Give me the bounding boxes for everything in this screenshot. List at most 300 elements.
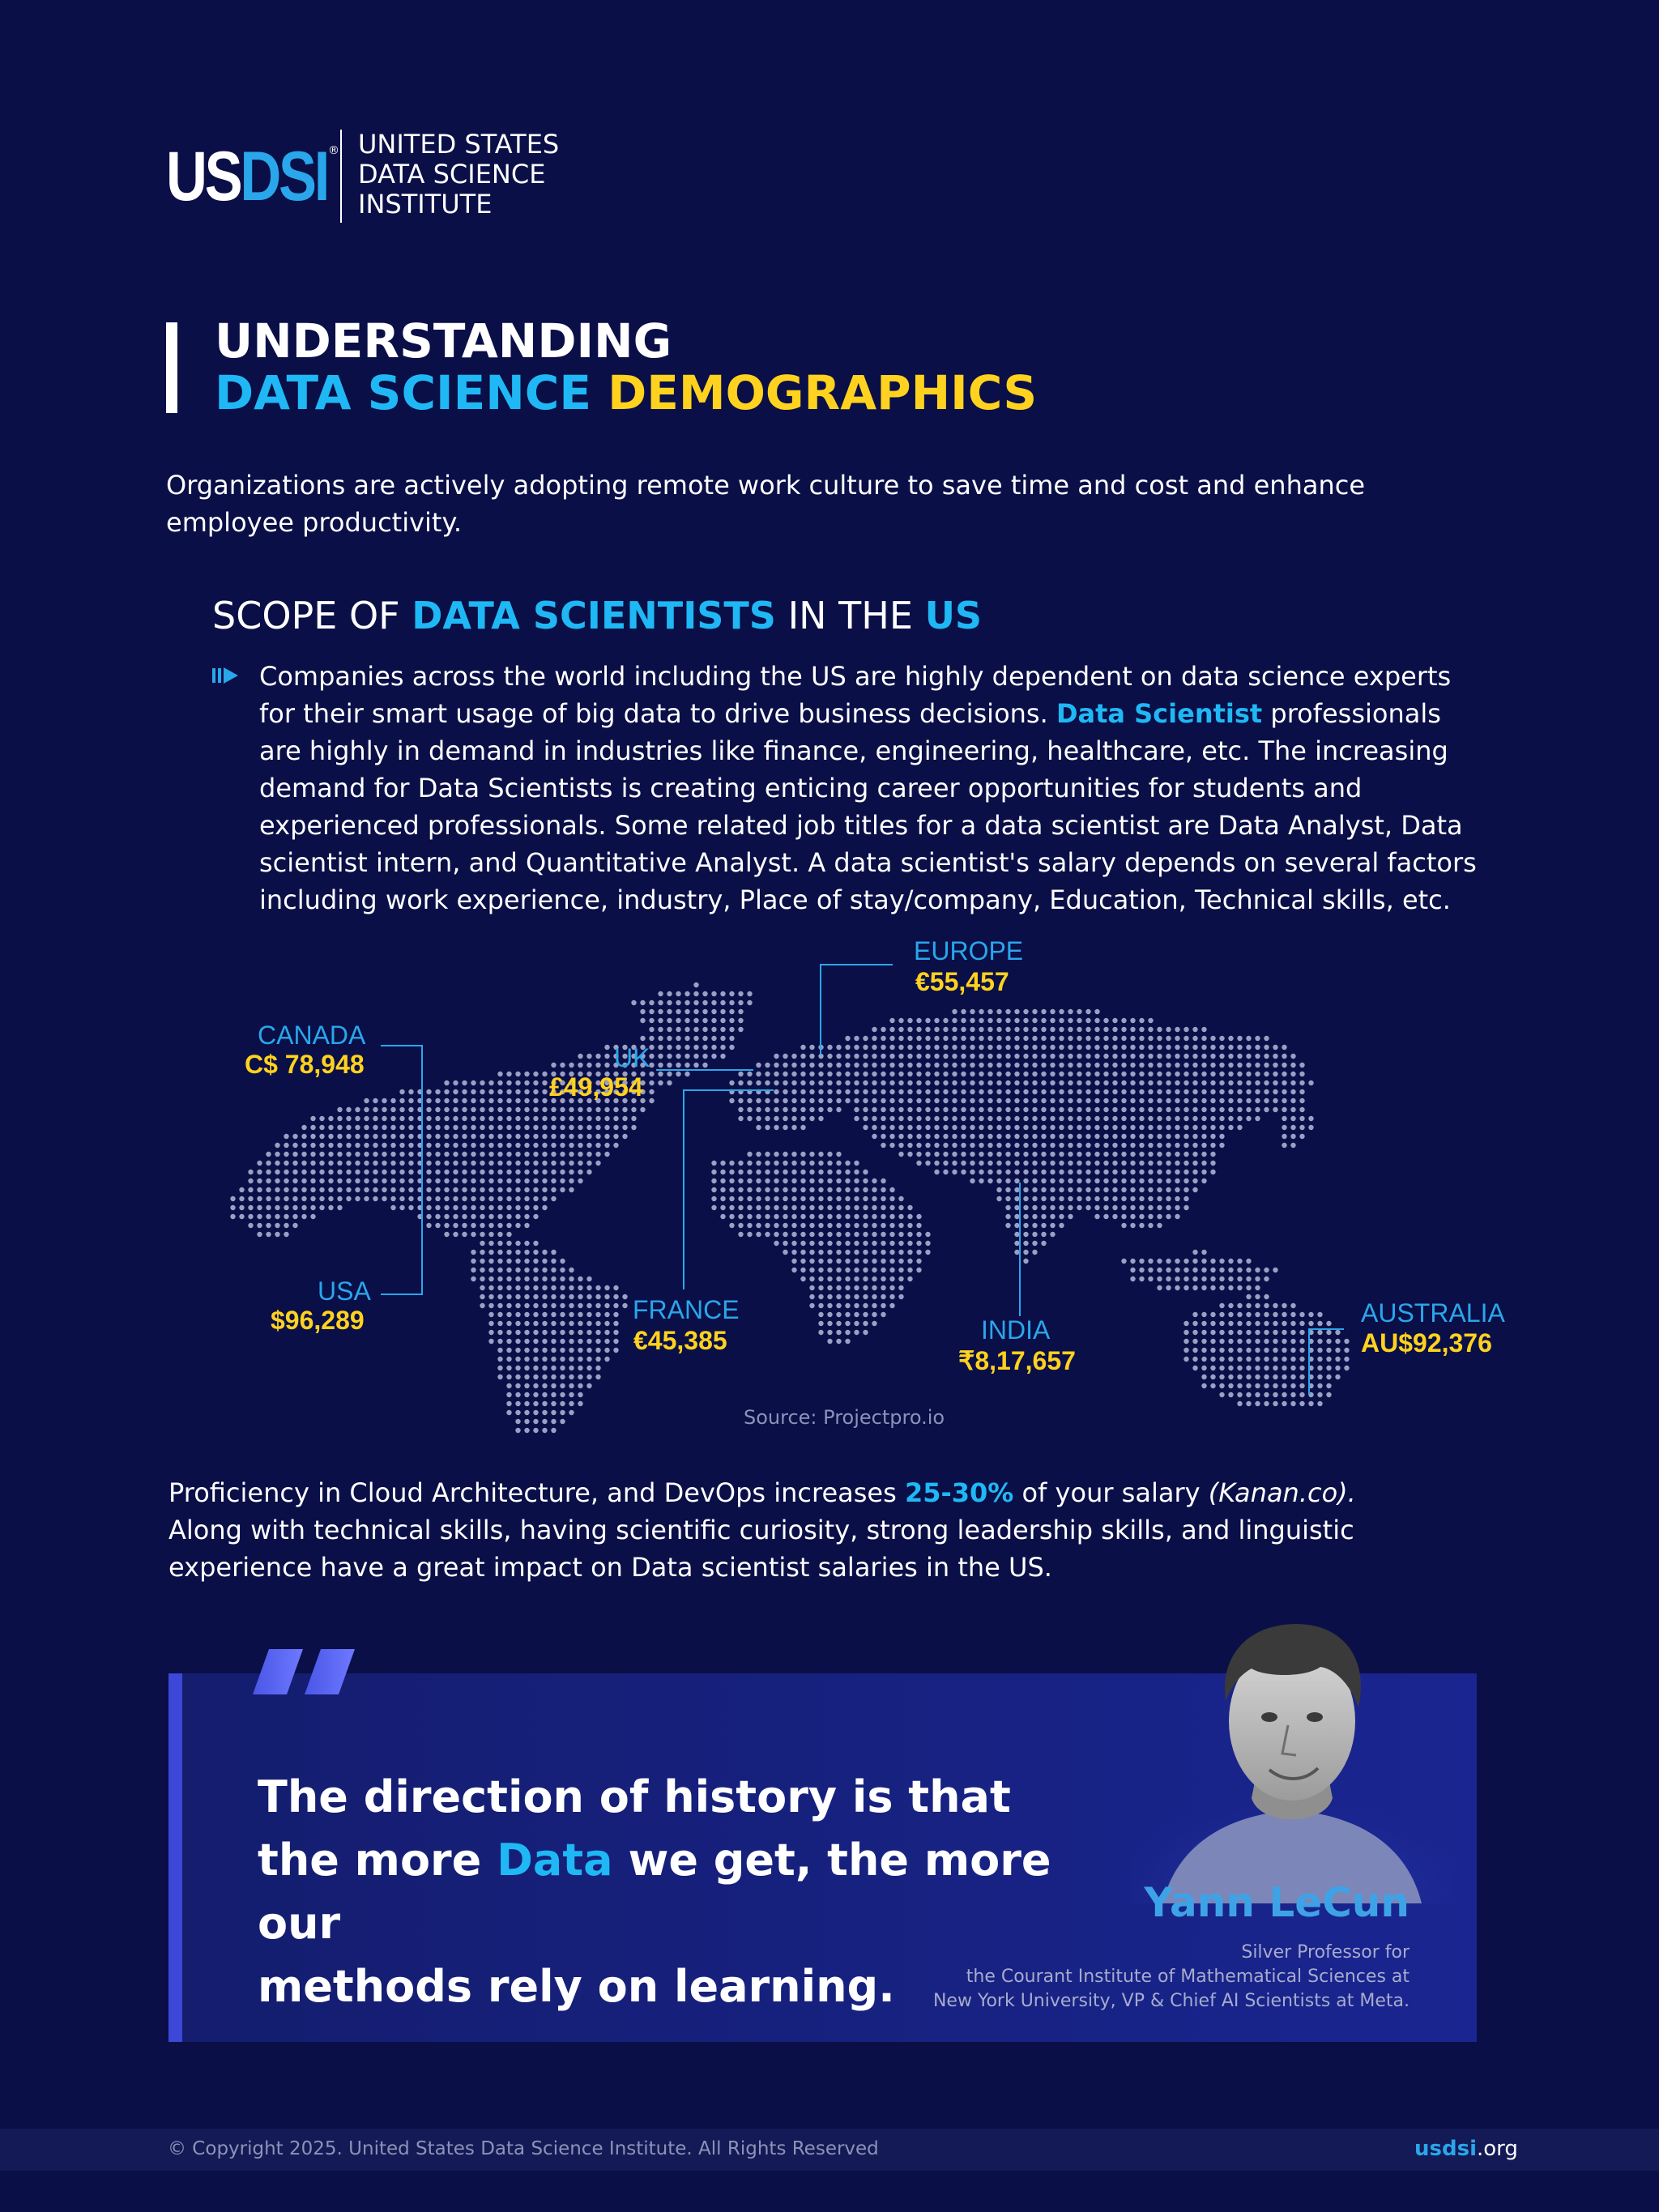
map-dot [497,1330,502,1335]
map-dot [319,1170,324,1174]
map-dot [970,1018,975,1023]
map-dot [1121,1116,1126,1121]
map-dot [863,1098,868,1103]
map-dot [506,1268,511,1272]
map-dot [1282,1330,1286,1335]
map-dot [1157,1089,1162,1094]
map-dot [542,1276,547,1281]
map-dot [934,1045,939,1050]
map-dot [970,1125,975,1130]
map-dot [684,1054,689,1059]
map-dot [1023,1009,1028,1014]
map-dot [800,1187,805,1192]
map-dot [1041,1223,1046,1228]
map-dot [791,1187,796,1192]
map-dot [845,1321,850,1326]
map-dot [1219,1268,1224,1272]
map-dot [845,1089,850,1094]
map-dot [1183,1170,1188,1174]
logo-line-1: UNITED STATES [358,129,560,160]
map-dot [925,1098,930,1103]
map-dot [952,1125,957,1130]
map-dot [471,1098,476,1103]
map-dot [1264,1348,1269,1353]
map-dot [1290,1401,1295,1406]
map-dot [569,1348,574,1353]
map-dot [292,1223,297,1228]
map-dot [471,1089,476,1094]
map-dot [961,1170,966,1174]
map-dot [560,1321,565,1326]
map-dot [836,1063,841,1068]
map-dot [542,1125,547,1130]
map-dot [542,1134,547,1139]
map-dot [1094,1187,1099,1192]
map-dot [595,1375,600,1379]
map-dot [275,1205,279,1210]
map-dot [355,1187,360,1192]
map-dot [346,1170,351,1174]
map-dot [836,1152,841,1157]
map-dot [684,1072,689,1076]
map-dot [1246,1401,1251,1406]
map-dot [800,1196,805,1201]
map-dot [809,1232,814,1237]
map-dot [373,1152,377,1157]
map-dot [791,1125,796,1130]
map-dot [319,1187,324,1192]
map-dot [515,1214,520,1219]
map-dot [667,1018,672,1023]
map-dot [1050,1232,1055,1237]
map-dot [524,1241,529,1246]
map-dot [854,1312,859,1317]
map-dot [818,1250,823,1255]
map-dot [1246,1089,1251,1094]
map-dot [1264,1054,1269,1059]
map-dot [1041,1205,1046,1210]
map-dot [1050,1178,1055,1183]
map-dot [1210,1348,1215,1353]
map-dot [275,1223,279,1228]
map-dot [729,1045,734,1050]
map-dot [987,1018,992,1023]
map-dot [1210,1089,1215,1094]
map-dot [275,1143,279,1148]
map-dot [1228,1339,1233,1344]
map-dot [952,1036,957,1041]
map-dot [1290,1080,1295,1085]
map-dot [1032,1107,1037,1112]
map-dot [1094,1036,1099,1041]
map-dot [631,1125,636,1130]
map-dot [845,1063,850,1068]
map-dot [1050,1063,1055,1068]
map-dot [854,1107,859,1112]
map-dot [872,1089,876,1094]
map-dot [791,1232,796,1237]
map-dot [1326,1321,1331,1326]
map-dot [1139,1054,1144,1059]
map-dot [1032,1223,1037,1228]
logo-wordmark [358,130,559,219]
map-dot [649,1089,654,1094]
map-dot [1094,1072,1099,1076]
proficiency-part-3: Along with technical skills, having scientific curiosity, strong leadership skills, and linguistic experience have a great impact on Data scientist salaries in the US. [168,1515,1354,1583]
map-dot [809,1152,814,1157]
map-dot [783,1187,787,1192]
map-dot [1237,1259,1242,1264]
map-dot [1148,1089,1153,1094]
map-dot [791,1205,796,1210]
map-dot [248,1196,253,1201]
map-dot [898,1045,903,1050]
map-dot [355,1107,360,1112]
map-dot [881,1116,885,1121]
map-dot [952,1072,957,1076]
map-dot [488,1285,493,1290]
map-dot [1148,1170,1153,1174]
map-dot [1219,1080,1224,1085]
map-dot [497,1241,502,1246]
map-dot [1237,1348,1242,1353]
map-dot [898,1054,903,1059]
map-dot [889,1116,894,1121]
map-dot [328,1170,333,1174]
map-dot [426,1107,431,1112]
map-dot [818,1072,823,1076]
map-dot [684,1000,689,1005]
map-dot [1059,1143,1064,1148]
map-dot [1273,1392,1277,1397]
map-dot [1059,1009,1064,1014]
map-dot [1255,1116,1260,1121]
map-dot [533,1312,538,1317]
logo-line-2: DATA SCIENCE [358,159,546,190]
map-dot [649,1000,654,1005]
map-dot [916,1027,921,1032]
map-dot [488,1161,493,1166]
map-dot [854,1178,859,1183]
map-dot [1005,1098,1010,1103]
map-dot [845,1285,850,1290]
map-dot [907,1152,912,1157]
map-dot [1192,1116,1197,1121]
map-dot [1130,1178,1135,1183]
map-dot [854,1063,859,1068]
map-dot [1014,1107,1019,1112]
map-dot [693,1063,698,1068]
map-dot [783,1072,787,1076]
map-dot [595,1285,600,1290]
map-dot [444,1107,449,1112]
map-dot [1157,1045,1162,1050]
map-dot [783,1125,787,1130]
map-dot [1032,1152,1037,1157]
map-dot [515,1410,520,1415]
map-dot [1121,1259,1126,1264]
map-dot [711,1000,716,1005]
map-dot [1130,1107,1135,1112]
footer-copyright: © Copyright 2025. United States Data Science Institute. All Rights Reserved [168,2138,879,2159]
map-dot [809,1205,814,1210]
map-dot [1299,1357,1304,1362]
map-dot [1130,1259,1135,1264]
map-dot [996,1063,1001,1068]
map-dot [480,1098,484,1103]
map-dot [1041,1125,1046,1130]
map-dot [1237,1312,1242,1317]
map-dot [595,1348,600,1353]
map-dot [1201,1036,1206,1041]
map-dot [1059,1170,1064,1174]
map-dot [934,1027,939,1032]
map-dot [1183,1321,1188,1326]
map-dot [649,1027,654,1032]
map-dot [818,1268,823,1272]
map-dot [1148,1116,1153,1121]
map-dot [1282,1125,1286,1130]
map-dot [916,1214,921,1219]
map-dot [1041,1143,1046,1148]
map-dot [676,1054,680,1059]
map-dot [827,1285,832,1290]
map-dot [1050,1134,1055,1139]
map-dot [1228,1063,1233,1068]
map-dot [1112,1134,1117,1139]
map-dot [1041,1116,1046,1121]
map-dot [515,1143,520,1148]
map-dot [542,1196,547,1201]
map-dot [1290,1339,1295,1344]
map-dot [1273,1375,1277,1379]
map-dot [1175,1268,1179,1272]
map-dot [1273,1321,1277,1326]
map-dot [1157,1063,1162,1068]
map-dot [471,1268,476,1272]
map-dot [729,1036,734,1041]
map-dot [1192,1054,1197,1059]
scope-heading-part-3: IN THE [775,594,925,637]
map-dot [1290,1321,1295,1326]
map-dot [907,1268,912,1272]
map-dot [1237,1285,1242,1290]
map-dot [1219,1054,1224,1059]
map-dot [934,1152,939,1157]
map-dot [364,1143,369,1148]
map-dot [1282,1107,1286,1112]
map-dot [872,1116,876,1121]
map-dot [1264,1063,1269,1068]
map-dot [1085,1072,1090,1076]
map-dot [1068,1009,1073,1014]
map-dot [889,1268,894,1272]
map-dot [1282,1366,1286,1370]
map-dot [524,1375,529,1379]
region-salary-usa: $96,289 [271,1306,365,1335]
map-dot [1210,1268,1215,1272]
map-dot [551,1366,556,1370]
person-name: Yann LeCun [1144,1879,1410,1926]
map-dot [515,1134,520,1139]
map-dot [667,1063,672,1068]
logo-mark-us: US [166,137,241,215]
map-dot [1005,1045,1010,1050]
map-dot [783,1063,787,1068]
map-dot [1157,1170,1162,1174]
map-dot [480,1152,484,1157]
map-dot [275,1187,279,1192]
map-dot [497,1098,502,1103]
map-dot [916,1259,921,1264]
map-dot [453,1205,458,1210]
map-dot [1237,1072,1242,1076]
map-dot [863,1232,868,1237]
map-dot [1130,1080,1135,1085]
map-dot [506,1134,511,1139]
map-dot [952,1152,957,1157]
map-dot [542,1312,547,1317]
map-dot [1059,1063,1064,1068]
map-dot [524,1410,529,1415]
map-dot [1077,1143,1081,1148]
map-dot [1023,1187,1028,1192]
map-dot [1130,1170,1135,1174]
map-dot [1264,1375,1269,1379]
map-dot [355,1196,360,1201]
map-dot [836,1072,841,1076]
map-dot [1068,1054,1073,1059]
map-dot [560,1303,565,1308]
map-dot [533,1152,538,1157]
map-dot [1273,1080,1277,1085]
map-dot [898,1241,903,1246]
map-dot [524,1383,529,1388]
map-dot [1157,1276,1162,1281]
map-dot [1192,1339,1197,1344]
map-dot [996,1018,1001,1023]
map-dot [979,1027,983,1032]
map-dot [872,1268,876,1272]
map-dot [881,1285,885,1290]
map-dot [827,1080,832,1085]
map-dot [497,1250,502,1255]
map-dot [996,1178,1001,1183]
map-dot [497,1348,502,1353]
map-dot [1130,1125,1135,1130]
map-dot [319,1125,324,1130]
map-dot [1085,1018,1090,1023]
map-dot [471,1152,476,1157]
map-dot [1282,1321,1286,1326]
map-dot [595,1161,600,1166]
footer-website-link[interactable] [1414,2137,1518,2161]
map-dot [337,1116,342,1121]
map-dot [471,1205,476,1210]
map-dot [551,1107,556,1112]
map-dot [1282,1143,1286,1148]
map-dot [1166,1125,1171,1130]
map-dot [319,1116,324,1121]
map-dot [1121,1214,1126,1219]
map-dot [560,1063,565,1068]
map-dot [506,1259,511,1264]
person-role-line-1: Silver Professor for [1241,1942,1410,1963]
map-dot [604,1143,609,1148]
map-dot [970,1072,975,1076]
map-dot [319,1161,324,1166]
map-dot [889,1223,894,1228]
map-dot [578,1161,582,1166]
map-dot [292,1214,297,1219]
map-dot [444,1125,449,1130]
map-dot [604,1321,609,1326]
map-dot [1094,1143,1099,1148]
map-dot [1175,1072,1179,1076]
map-dot [818,1223,823,1228]
map-dot [1157,1268,1162,1272]
map-dot [506,1303,511,1308]
map-dot [1023,1161,1028,1166]
map-dot [996,1027,1001,1032]
map-dot [1166,1116,1171,1121]
map-dot [961,1080,966,1085]
map-dot [524,1178,529,1183]
map-dot [1175,1134,1179,1139]
map-dot [631,1116,636,1121]
map-dot [613,1125,618,1130]
map-dot [854,1116,859,1121]
map-dot [1192,1080,1197,1085]
map-dot [364,1152,369,1157]
map-dot [569,1125,574,1130]
map-dot [506,1401,511,1406]
map-dot [1183,1089,1188,1094]
map-dot [1023,1214,1028,1219]
map-dot [310,1196,315,1201]
map-dot [1094,1170,1099,1174]
map-dot [961,1098,966,1103]
map-dot [809,1116,814,1121]
map-dot [497,1134,502,1139]
map-dot [898,1214,903,1219]
map-dot [1219,1063,1224,1068]
map-dot [560,1143,565,1148]
map-dot [1210,1375,1215,1379]
map-dot [1103,1027,1108,1032]
map-dot [488,1223,493,1228]
map-dot [774,1107,778,1112]
map-dot [872,1241,876,1246]
map-dot [1121,1063,1126,1068]
map-dot [684,1018,689,1023]
map-dot [845,1268,850,1272]
map-dot [836,1170,841,1174]
map-dot [872,1196,876,1201]
map-dot [1237,1036,1242,1041]
map-dot [1264,1089,1269,1094]
map-dot [783,1214,787,1219]
quote-mark-icon [253,1649,358,1694]
map-dot [783,1080,787,1085]
map-dot [533,1161,538,1166]
map-dot [1068,1072,1073,1076]
map-dot [1023,1089,1028,1094]
map-dot [809,1098,814,1103]
map-dot [586,1375,591,1379]
map-dot [1068,1196,1073,1201]
map-dot [1228,1268,1233,1272]
